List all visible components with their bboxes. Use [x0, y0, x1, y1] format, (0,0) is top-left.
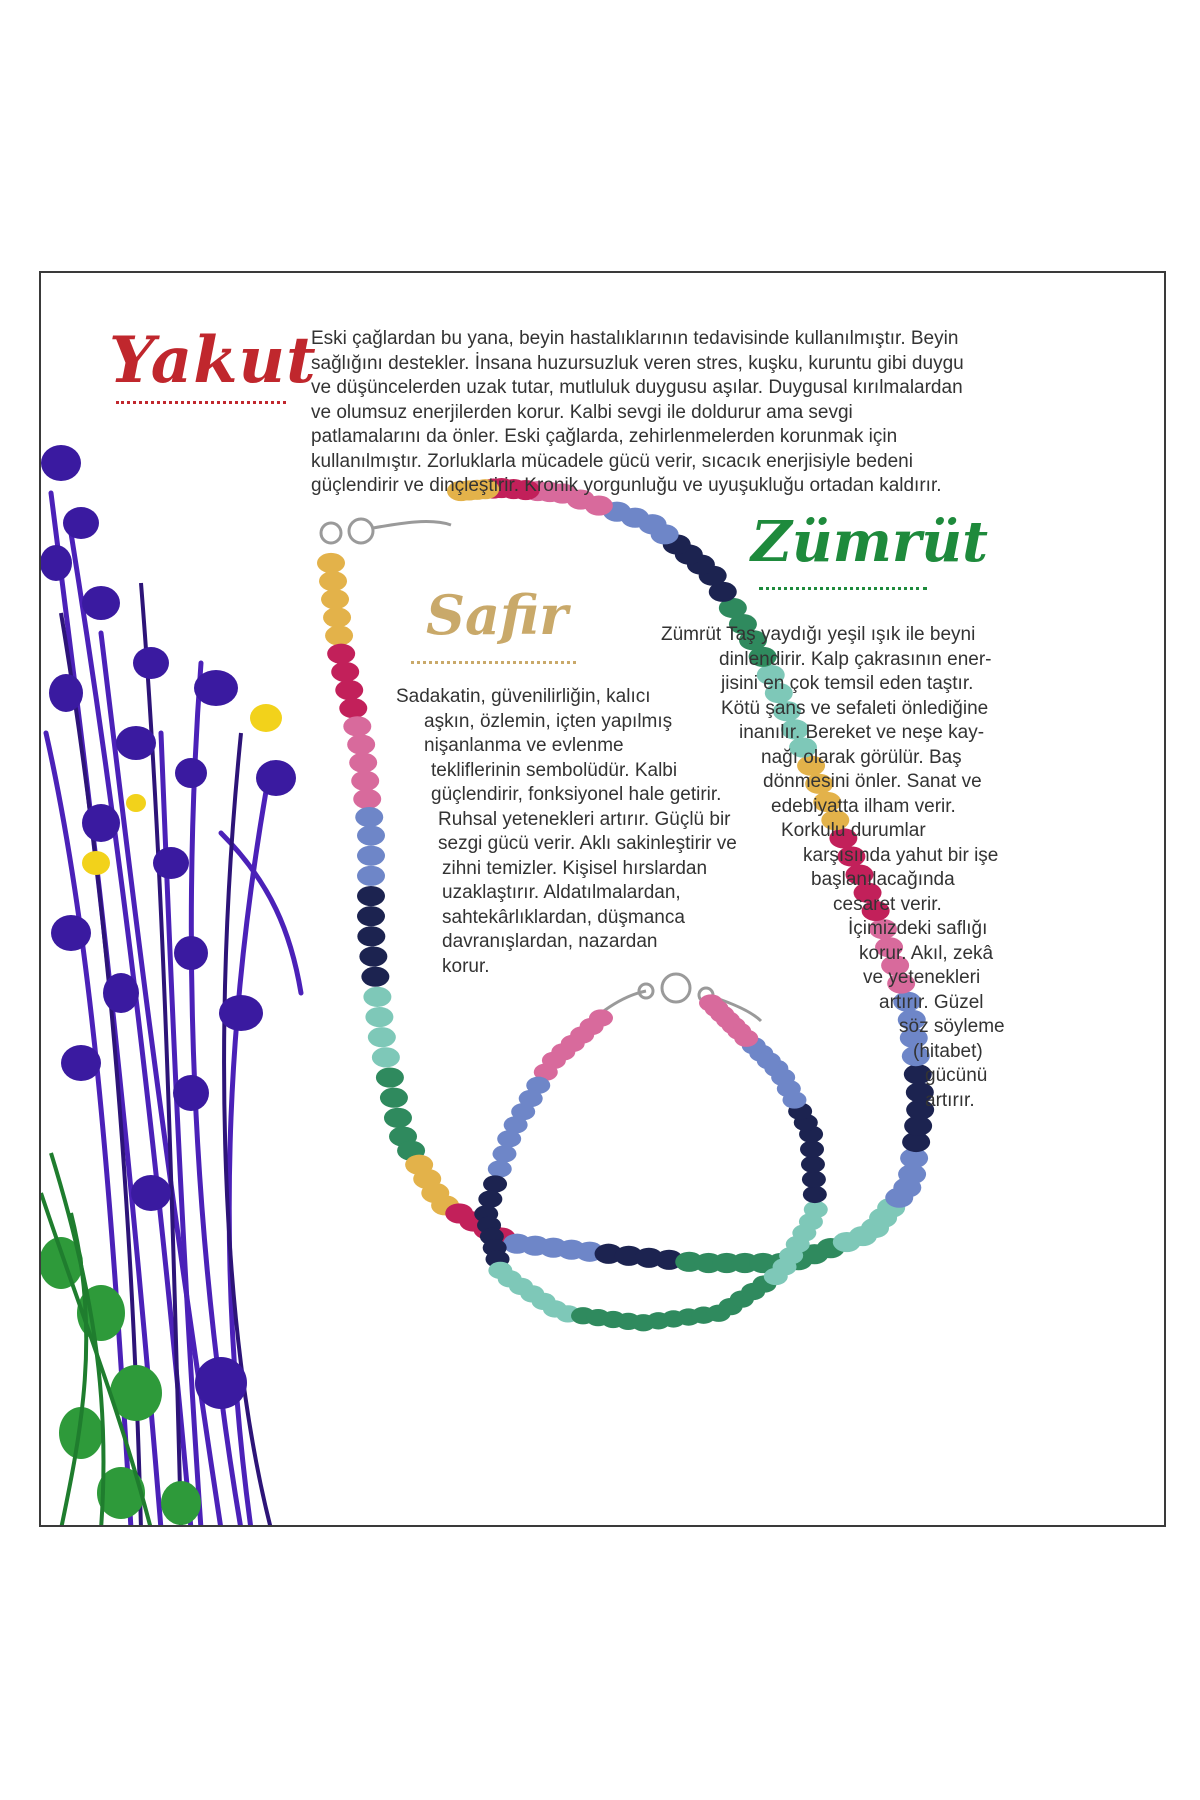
- bead: [357, 906, 385, 926]
- zumrut-line: nağı olarak görülür. Baş: [761, 746, 962, 768]
- bead: [478, 1190, 502, 1207]
- yakut-line: kullanılmıştır. Zorluklarla mücadele gücü verir, sıcacık enerjisiyle bedeni: [311, 450, 913, 472]
- bead: [361, 967, 389, 987]
- zumrut-line: inanılır. Bereket ve neşe kay-: [739, 722, 985, 743]
- safir-line: aşkın, özlemin, içten yapılmış: [424, 710, 673, 732]
- safir-line: davranışlardan, nazardan: [442, 931, 658, 952]
- bead: [335, 680, 363, 700]
- bead: [339, 698, 367, 718]
- bead: [325, 626, 353, 646]
- bead: [355, 807, 383, 827]
- bead: [483, 1175, 507, 1192]
- bead: [323, 607, 351, 627]
- bead: [384, 1108, 412, 1128]
- zumrut-line: edebiyatta ilham verir.: [771, 795, 956, 817]
- yakut-line: güçlendirir ve dinçleştirir. Kronik yorgunluğu ve uyuşukluğu ortadan kaldırır.: [311, 475, 942, 496]
- bead: [372, 1047, 400, 1067]
- zumrut-line: artırır. Güzel: [879, 991, 984, 1013]
- bead: [380, 1088, 408, 1108]
- safir-line: Sadakatin, güvenilirliğin, kalıcı: [396, 686, 651, 707]
- safir-line: nişanlanma ve evlenme: [424, 735, 624, 756]
- zumrut-line: gücünü: [925, 1065, 988, 1086]
- zumrut-line: İçimizdeki saflığı: [848, 918, 988, 939]
- bead: [349, 753, 377, 773]
- zumrut-line: söz söyleme: [899, 1016, 1005, 1037]
- safir-line: zihni temizler. Kişisel hırslardan: [442, 857, 708, 879]
- yakut-line: Eski çağlardan bu yana, beyin hastalıklarının tedavisinde kullanılmıştır. Beyin: [311, 328, 959, 349]
- bead: [317, 553, 345, 573]
- bead: [803, 1186, 827, 1203]
- bead: [357, 866, 385, 886]
- yakut-line: patlamalarını da önler. Eski çağlarda, zehirlenmelerden korunmak için: [311, 426, 898, 447]
- yakut-heading: Yakut: [109, 323, 317, 398]
- safir-line: uzaklaştırır. Aldatılmalardan,: [442, 882, 681, 903]
- yakut-line: ve olumsuz enerjilerden korur. Kalbi sevgi ile doldurur ama sevgi: [311, 401, 853, 423]
- bead: [321, 589, 349, 609]
- bead: [359, 946, 387, 966]
- bead: [802, 1171, 826, 1188]
- zumrut-line: korur. Akıl, zekâ: [859, 942, 994, 964]
- bead: [357, 825, 385, 845]
- bead: [357, 846, 385, 866]
- bead: [497, 1130, 521, 1147]
- bead: [365, 1007, 393, 1027]
- zumrut-heading: Zümrüt: [751, 509, 988, 575]
- bead: [357, 926, 385, 946]
- zumrut-line: (hitabet): [913, 1040, 983, 1062]
- bead: [488, 1160, 512, 1177]
- product-card: [39, 271, 1166, 1527]
- zumrut-line: başlanılacağında: [811, 869, 955, 890]
- bead: [801, 1156, 825, 1173]
- bead: [351, 771, 379, 791]
- bead: [331, 662, 359, 682]
- bead: [804, 1201, 828, 1218]
- zumrut-line: ve yetenekleri: [863, 967, 981, 988]
- safir-line: sezgi gücü verir. Aklı sakinleştirir ve: [438, 833, 737, 854]
- bead: [353, 789, 381, 809]
- safir-line: güçlendirir, fonksiyonel hale getirir.: [431, 784, 722, 805]
- bead: [368, 1027, 396, 1047]
- bead: [357, 886, 385, 906]
- safir-line: tekliflerinin sembolüdür. Kalbi: [431, 759, 678, 781]
- safir-dotted-rule: [411, 661, 576, 664]
- zumrut-line: jisini en çok temsil eden taştır.: [721, 673, 974, 694]
- yakut-line: ve düşüncelerden uzak tutar, mutluluk duygusu aşılar. Duygusal kırılmalardan: [311, 377, 963, 398]
- bead: [363, 987, 391, 1007]
- bead: [376, 1067, 404, 1087]
- bead: [492, 1145, 516, 1162]
- safir-line: korur.: [442, 955, 490, 977]
- yakut-description: [311, 327, 964, 499]
- zumrut-dotted-rule: [759, 587, 927, 590]
- yakut-dotted-rule: [116, 401, 286, 404]
- bead: [800, 1141, 824, 1158]
- bead: [343, 716, 371, 736]
- necklace-clasp: [321, 519, 451, 543]
- zumrut-line: Kötü şans ve sefaleti önlediğine: [721, 697, 989, 719]
- zumrut-line: Zümrüt Taş yaydığı yeşil ışık ile beyni: [661, 624, 976, 645]
- zumrut-line: dönmesini önler. Sanat ve: [763, 771, 982, 792]
- zumrut-line: dinlendirir. Kalp çakrasının ener-: [719, 648, 992, 670]
- safir-line: Ruhsal yetenekleri artırır. Güçlü bir: [438, 808, 731, 830]
- zumrut-description: [661, 623, 1161, 1113]
- zumrut-line: karşısında yahut bir işe: [803, 844, 999, 866]
- bead: [319, 571, 347, 591]
- bead: [327, 644, 355, 664]
- safir-heading: Safir: [426, 583, 568, 647]
- zumrut-line: cesaret verir.: [833, 893, 942, 915]
- zumrut-line: artırır.: [925, 1089, 975, 1111]
- safir-line: sahtekârlıklardan, düşmanca: [442, 906, 685, 928]
- yakut-line: sağlığını destekler. İnsana huzursuzluk veren stres, kuşku, kuruntu gibi duygu: [311, 352, 964, 374]
- bead: [347, 734, 375, 754]
- zumrut-line: Korkulu durumlar: [781, 820, 926, 841]
